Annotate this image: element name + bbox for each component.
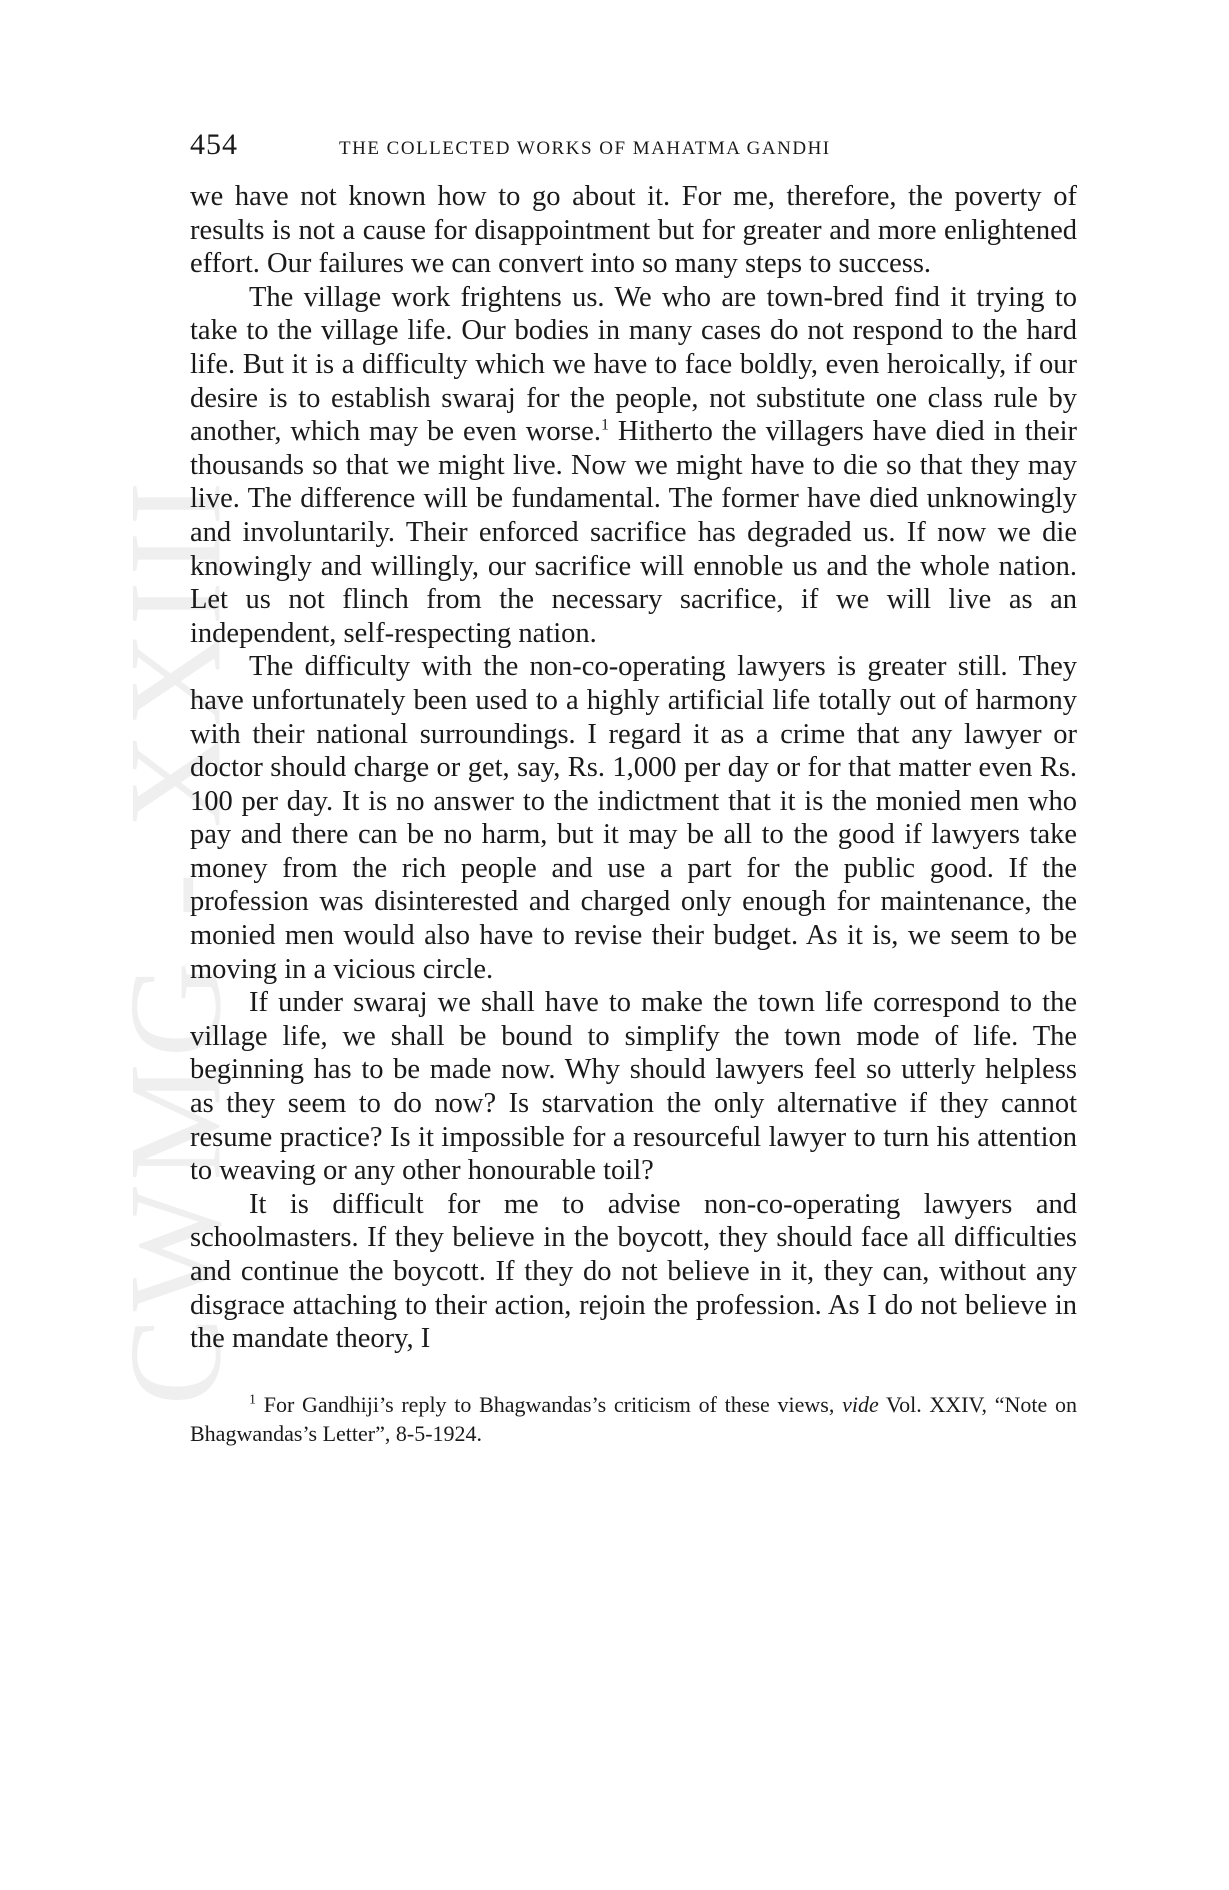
footnote-text: Vol. XXIV, “Note on Bhagwandas’s Letter”, 8-5-1924. bbox=[190, 1391, 1078, 1446]
paragraph: we have not known how to go about it. For me, therefore, the poverty of results is not a cause for disappointment but for greater and more enlightened effort. Our failures we can convert into so many steps to success. bbox=[190, 181, 1077, 280]
book-page bbox=[190, 128, 1077, 1448]
footnote-italic: vide bbox=[842, 1391, 879, 1417]
paragraph bbox=[190, 281, 1077, 651]
paragraph-text: The village work frightens us. We who are town-bred find it trying to take to the village life. Our bodies in many cases do not respond to the hard life. But it is a difficulty which we have to face boldly, even heroically, if our desire is to establish swaraj for the people, not substitute one class rule by another, which may be even worse. bbox=[190, 281, 1077, 448]
watermark-text: CWMG - XXIII bbox=[101, 475, 249, 1405]
paragraph-text: Hitherto the villagers have died in their thousands so that we might live. Now we might have to die so that they may live. The difference will be fundamental. The former have died unknowingly and involuntarily. Their enforced sacrifice has degraded us. If now we die knowingly and willingly, our sacrifice will ennoble us and the whole nation. Let us not flinch from the necessary sacrifice, if we will live as an independent, self-respecting nation. bbox=[190, 416, 1077, 649]
paragraph: The difficulty with the non-co-operating lawyers is greater still. They have unfortunately been used to a highly artificial life totally out of harmony with their national surroundings. I regard it as a crime that any lawyer or doctor should charge or get, say, Rs. 1,000 per day or for that matter even Rs. 100 per day. It is no answer to the indictment that it is the monied men who pay and there can be no harm, but it may be all to the good if lawyers take money from the rich people and use a part for the public good. If the profession was disinterested and charged only enough for maintenance, the monied men would also have to revise their budget. As it is, we seem to be moving in a vicious circle. bbox=[190, 651, 1077, 985]
footnote-marker: 1 bbox=[600, 416, 609, 434]
page-number: 454 bbox=[190, 128, 238, 161]
footnote-number: 1 bbox=[249, 1392, 256, 1408]
body-text bbox=[190, 180, 1077, 1356]
running-title: THE COLLECTED WORKS OF MAHATMA GANDHI bbox=[339, 138, 831, 159]
running-head bbox=[190, 128, 1077, 168]
footnote bbox=[190, 1390, 1077, 1448]
paragraph: If under swaraj we shall have to make the town life correspond to the village life, we shall be bound to simplify the town mode of life. The beginning has to be made now. Why should lawyers feel so utterly helpless as they seem to do now? Is starvation the only alternative if they cannot resume practice? Is it impossible for a resourceful lawyer to turn his attention to weaving or any other honourable toil? bbox=[190, 987, 1077, 1187]
paragraph: It is difficult for me to advise non-co-operating lawyers and schoolmasters. If they believe in the boycott, they should face all difficulties and continue the boycott. If they do not believe in it, they can, without any disgrace attaching to their action, rejoin the profession. As I do not believe in the mandate theory, I bbox=[190, 1188, 1077, 1355]
footnote-text: For Gandhiji’s reply to Bhagwandas’s criticism of these views, bbox=[256, 1391, 843, 1417]
